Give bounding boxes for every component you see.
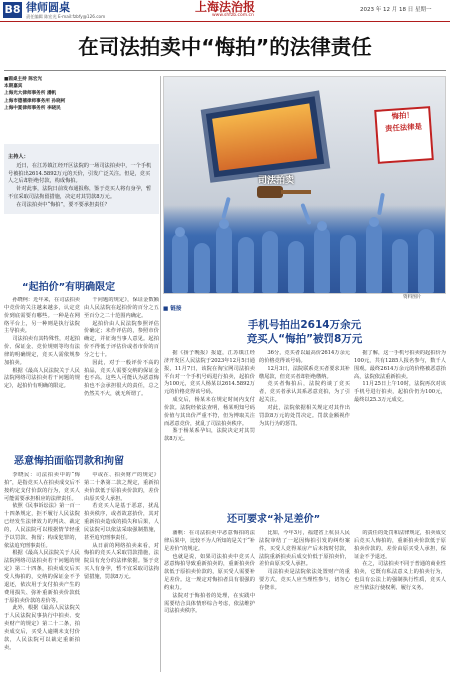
link-column-3 — [354, 350, 446, 504]
article-column-1 — [4, 297, 80, 447]
warning-sign — [374, 106, 434, 164]
article-column-4 — [84, 472, 159, 672]
link-headline-line-2: 竞买人“悔拍”被罚8万元 — [246, 333, 363, 345]
page-number: B8 — [4, 3, 21, 16]
subhead-malicious-repudiation: 恶意悔拍面临罚款和拘留 — [14, 456, 124, 467]
paragraph: 法院对于悔拍者的处理，在实践中需要结合具体情形综合考虑，依法维护司法拍卖秩序。 — [164, 592, 255, 615]
paragraph: 也就是说，如果司法拍卖中竞买人恶意悔拍导致重新拍卖的，重新拍卖价款低于原拍卖价款的，原买受人需要补足差价。这一规定对悔拍者具有很强的约束力。 — [164, 553, 255, 591]
paragraph: 的责任的处罚和法律规定，拍卖成交后竞买人悔拍的，重新拍卖价款低于原拍卖价款的，差价由原买受人承担，保证金不予退还。 — [354, 530, 446, 560]
person-head — [369, 217, 379, 227]
lead-paragraph: 近日，在江苏镇江经开区法院的一场司法拍卖中，一个手机号被拍出2614.5892万元的天价，引发广泛关注。但是，竞买人之后却拒绝付款，构成悔拍。 — [8, 162, 152, 185]
sign-line-1: 悔拍！ — [391, 110, 415, 121]
photo-credit: 资料图片 — [403, 295, 422, 300]
person-figure — [392, 239, 408, 293]
byline-guest: 上海光大律师事务所 潘帆 — [4, 91, 57, 97]
paragraph: 李晓民：司法拍卖中的“悔拍”，是指竞买人在拍卖成交后不按约定支付价款的行为，竞买人可能需要承担相应的法律责任。 — [4, 472, 80, 502]
paragraph: 依照《民事诉讼法》第一百一十四条规定，拒不履行人民法院已经发生法律效力的判决、裁定的，人民法院可以根据情节轻重予以罚款、拘留；构成犯罪的，依法追究刑事责任。 — [4, 503, 80, 549]
lead-paragraph: 针对此事，法院日前发布通报称，鉴于竞买人将有身孕，暂不宜采取司法拘留措施，决定对其罚款8万元。 — [8, 186, 152, 200]
paragraph: 干问题的规定》，保证金数额由人民法院在起拍价的百分之五至百分之二十范围内确定。 — [84, 297, 159, 319]
page-header — [0, 0, 450, 22]
byline — [4, 76, 159, 112]
paragraph: 在之，司法拍卖不同于普通的商业性拍卖，它既有私法意义上的拍卖行为，也具有公法上的强制执行性质，竞买人应当依法行使权利、履行义务。 — [354, 561, 446, 591]
person-figure — [366, 223, 382, 293]
person-figure — [238, 237, 254, 293]
paragraph: 11月25日上午10时，法院再次对该手机号进行拍卖，起拍价仍为100元，最终以25.3万元成交。 — [354, 381, 446, 404]
auction-label: 司法拍卖 — [258, 176, 295, 186]
lead-host-label: 主持人： — [8, 154, 29, 160]
paragraph: 若竞买人是基于恶意，扰乱拍卖秩序，或者故意抬价，其对重新拍卖造成的损失和后果，人民法院可以依法采取强制措施，甚至追究刑事责任。 — [84, 503, 159, 541]
article-column-7 — [354, 530, 446, 672]
paragraph: 从日前的网络拍卖来看，对悔拍的竞买人采取罚款措施，法院具有充分的法律依据。鉴于竞买人有身孕，暂不宜采取司法拘留措施，罚款8万元。 — [84, 542, 159, 580]
subhead-starting-price: “起拍价”有明确限定 — [22, 282, 116, 293]
paragraph: 竞买者悔拍后，法院约谈了竞买者，竞买者承认其系恶意竞拍，为了引起关注。 — [259, 381, 350, 404]
paragraph: 36分，竞买者以最高价2614万余元的价格竞得该号码。 — [259, 350, 350, 364]
lead-box — [4, 144, 159, 214]
link-headline — [163, 318, 446, 346]
link-column-1 — [164, 350, 255, 504]
screen-display — [212, 103, 317, 170]
person-head — [219, 219, 229, 229]
paragraph: 根据《最高人民法院关于人民法院网络司法拍卖若干问题的规定》，起拍价有明确的限定。 — [4, 367, 80, 390]
paragraph: 因此，对于一般评价不高的拍品，竞买人需要交纳的保证金也不高。这些人可能认为恶意悔拍也不会承担很大的责任，总之仍然关不大，就无所谓了。 — [84, 359, 159, 398]
paragraph: 据了解，这一手机号拍卖的起拍价为100元，共有1285人报名参与，数千人围观。最终2614万余元的价格被恶意抬高，法院依法重新拍卖。 — [354, 350, 446, 380]
editor-info: 责任编辑 陈宏光 E-mail:fzbfy@126.com — [26, 14, 106, 19]
paragraph: 潘帆：在司法拍卖中恶意悔拍的法律后果中，比较不为人所知的是关于“补足差价”的规定。 — [164, 530, 255, 552]
paragraph: 对此，法院依据相关规定对其作出罚款8万元的处罚决定。罚款金额视作为其行为的惩罚。 — [259, 404, 350, 427]
paragraph: 此外，根据《最高人民法院关于人民法院民事执行中拍卖、变卖财产的规定》第二十二条，拍卖成交后，买受人逾期未支付价款，人民法院可以裁定重新拍卖。 — [4, 605, 80, 651]
article-column-2 — [84, 297, 159, 447]
section-title: 律师圆桌 — [26, 1, 70, 14]
paragraph: 司法拍卖有其特殊性，对起拍价、保证金、竞价规则等均有法律的明确规定，竞买人需依规参加拍卖。 — [4, 336, 80, 366]
person-figure — [262, 231, 278, 293]
person-figure — [340, 235, 356, 293]
subhead-make-up-difference: 还可要求“补足差价” — [227, 514, 321, 525]
byline-guests-label: 本期嘉宾 — [4, 84, 23, 90]
paragraph: 比如，今年3月，福建省上杭县人民法院审结了一起因悔拍引发的纠纷案件。买受人竞得某房产后未按时付款，法院重新拍卖后成交价低于原拍卖价，差价由原买受人承担。 — [259, 530, 350, 568]
paragraph: 中或在、拍卖财产的规定》第二十条第二款之规定，重新拍卖价款低于原拍卖价款的，差价由原买受人承担。 — [84, 472, 159, 502]
person-head — [175, 227, 185, 237]
link-headline-line-1: 手机号拍出2614万余元 — [247, 319, 362, 331]
person-figure — [288, 241, 304, 293]
person-head — [317, 221, 327, 231]
article-column-6 — [259, 530, 350, 672]
masthead-logo: 上海法治报 — [195, 0, 256, 14]
article-column-3 — [4, 472, 80, 672]
paragraph: 12月3日，法院联系竞买者要求其补缴尾款，但竞买者却拒绝缴纳。 — [259, 365, 350, 380]
paragraph: 司法拍卖是法院依法处置财产的重要方式，竞买人应当理性参与，切勿心存侥幸。 — [259, 569, 350, 591]
link-tag: ■ 链接 — [163, 306, 182, 312]
issue-date: 2023 年 12 月 18 日 星期一 — [360, 7, 432, 13]
link-column-2 — [259, 350, 350, 504]
paragraph: 孙晓柯：近年来，在司法拍卖中竞价的关注越来越多，认定竞价到底需要有哪些。一种是在网络平台上，另一种则是执行法院主导拍卖。 — [4, 297, 80, 335]
main-headline: 在司法拍卖中“悔拍”的法律责任 — [78, 35, 372, 59]
paragraph: 成交后，杨某未在规定时间内支付价款。法院经依法查明，杨某明知号码价值与其出价严重不符，但为博取关注而恶意竞价，扰乱了司法拍卖秩序。 — [164, 397, 255, 427]
paragraph: 起拍价由人民法院参照评估价确定；未作评估的，参照市价确定，并征询当事人意见。起拍价不得低于评估价或者市价的百分之七十。 — [84, 320, 159, 358]
byline-host: ■圆桌主持 陈宏光 — [4, 77, 43, 82]
paragraph: 据《扬子晚报》报道，江苏镇江经济开发区人民法院于2023年12月5日通报，11月7日，该院在淘宝网司法拍卖平台对一个手机号码进行拍卖，起拍价为100元，竞买人杨某以2614.5892万元的价格竞得该号码。 — [164, 350, 255, 396]
byline-guest: 上海中夏律师事务所 李晓民 — [4, 105, 61, 111]
sign-line-2: 责任法律是 — [384, 121, 423, 134]
masthead-url[interactable]: www.shfzb.com.cn — [212, 13, 254, 18]
byline-guest: 上海市德禧律师事务所 孙晓柯 — [4, 98, 66, 104]
article-column-5 — [164, 530, 255, 672]
person-figure — [216, 225, 232, 293]
person-figure — [172, 233, 188, 293]
person-figure — [194, 243, 210, 293]
lead-paragraph: 在司法拍卖中“悔拍”，要不要承担责任？ — [16, 201, 110, 208]
divider — [4, 70, 446, 71]
paragraph: 鉴于杨某系孕妇，法院决定对其罚款8万元。 — [164, 428, 255, 443]
person-figure — [418, 229, 434, 293]
person-figure — [314, 227, 330, 293]
paragraph: 根据《最高人民法院关于人民法院网络司法拍卖若干问题的规定》第二十四条，拍卖成交后买受人悔拍的，交纳的保证金不予退还，依次用于支付拍卖产生的费用损失、弥补重新拍卖价款低于原拍卖价款的差价等。 — [4, 550, 80, 604]
column-divider — [160, 76, 161, 672]
